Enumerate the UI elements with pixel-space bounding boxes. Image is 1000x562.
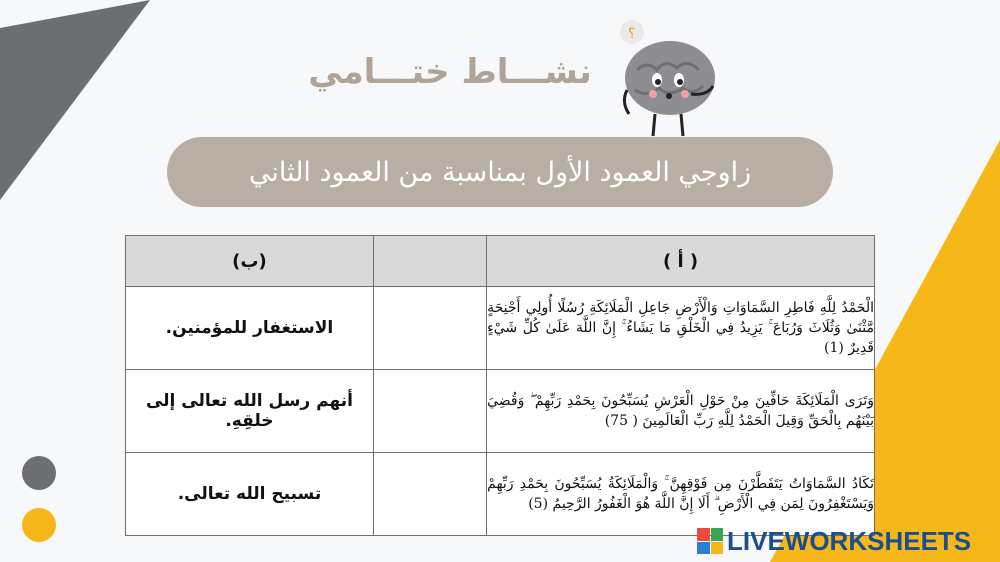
column-a-item[interactable]: وَتَرَى الْمَلَائِكَةَ حَافِّينَ مِنْ حَوْلِ الْعَرْشِ يُسَبِّحُونَ بِحَمْدِ رَبِّهِمْ ۖ وَقُضِيَ بَيْنَهُم بِالْحَقِّ وَقِيلَ الْحَمْدُ لِلَّهِ رَبِّ الْعَالَمِينَ ( 75): [487, 370, 875, 453]
brain-mascot-icon: [615, 10, 725, 140]
table-row: [126, 453, 875, 536]
decorative-yellow-dot: [22, 508, 56, 542]
column-b-header: (ب): [126, 236, 374, 287]
left-gray-stripe: [0, 0, 150, 200]
liveworksheets-logo-icon: [697, 528, 723, 554]
decorative-gray-dot: [22, 456, 56, 490]
watermark-text: LIVEWORKSHEETS: [727, 525, 972, 556]
matching-table: [125, 235, 875, 536]
page-title: نشـــاط ختـــامي: [308, 52, 592, 92]
column-b-item[interactable]: تسبيح الله تعالى.: [126, 453, 374, 536]
answer-drop-cell[interactable]: [373, 370, 486, 453]
column-b-item[interactable]: أنهم رسل الله تعالى إلى خلقِهِ.: [126, 370, 374, 453]
instruction-text: زاوجي العمود الأول بمناسبة من العمود الثاني: [248, 156, 752, 188]
column-a-item[interactable]: الْحَمْدُ لِلَّهِ فَاطِرِ السَّمَاوَاتِ وَالْأَرْضِ جَاعِلِ الْمَلَائِكَةِ رُسُلًا أُولِي أَجْنِحَةٍ مَّثْنَىٰ وَثُلَاثَ وَرُبَاعَ ۚ يَزِيدُ فِي الْخَلْقِ مَا يَشَاءُ ۚ إِنَّ اللَّهَ عَلَىٰ كُلِّ شَيْءٍ قَدِيرٌ (1): [487, 287, 875, 370]
column-a-item[interactable]: تَكَادُ السَّمَاوَاتُ يَتَفَطَّرْنَ مِن فَوْقِهِنَّ ۚ وَالْمَلَائِكَةُ يُسَبِّحُونَ بِحَمْدِ رَبِّهِمْ وَيَسْتَغْفِرُونَ لِمَن فِي الْأَرْضِ ۗ أَلَا إِنَّ اللَّهَ هُوَ الْغَفُورُ الرَّحِيمُ (5): [487, 453, 875, 536]
answer-column-header: [373, 236, 486, 287]
table-row: [126, 287, 875, 370]
column-b-item[interactable]: الاستغفار للمؤمنين.: [126, 287, 374, 370]
svg-text:؟: ؟: [628, 26, 636, 42]
liveworksheets-watermark: [697, 525, 997, 557]
answer-drop-cell[interactable]: [373, 453, 486, 536]
instruction-banner: [167, 137, 833, 207]
table-header-row: [126, 236, 875, 287]
column-a-header: ( أ ): [487, 236, 875, 287]
table-row: [126, 370, 875, 453]
answer-drop-cell[interactable]: [373, 287, 486, 370]
